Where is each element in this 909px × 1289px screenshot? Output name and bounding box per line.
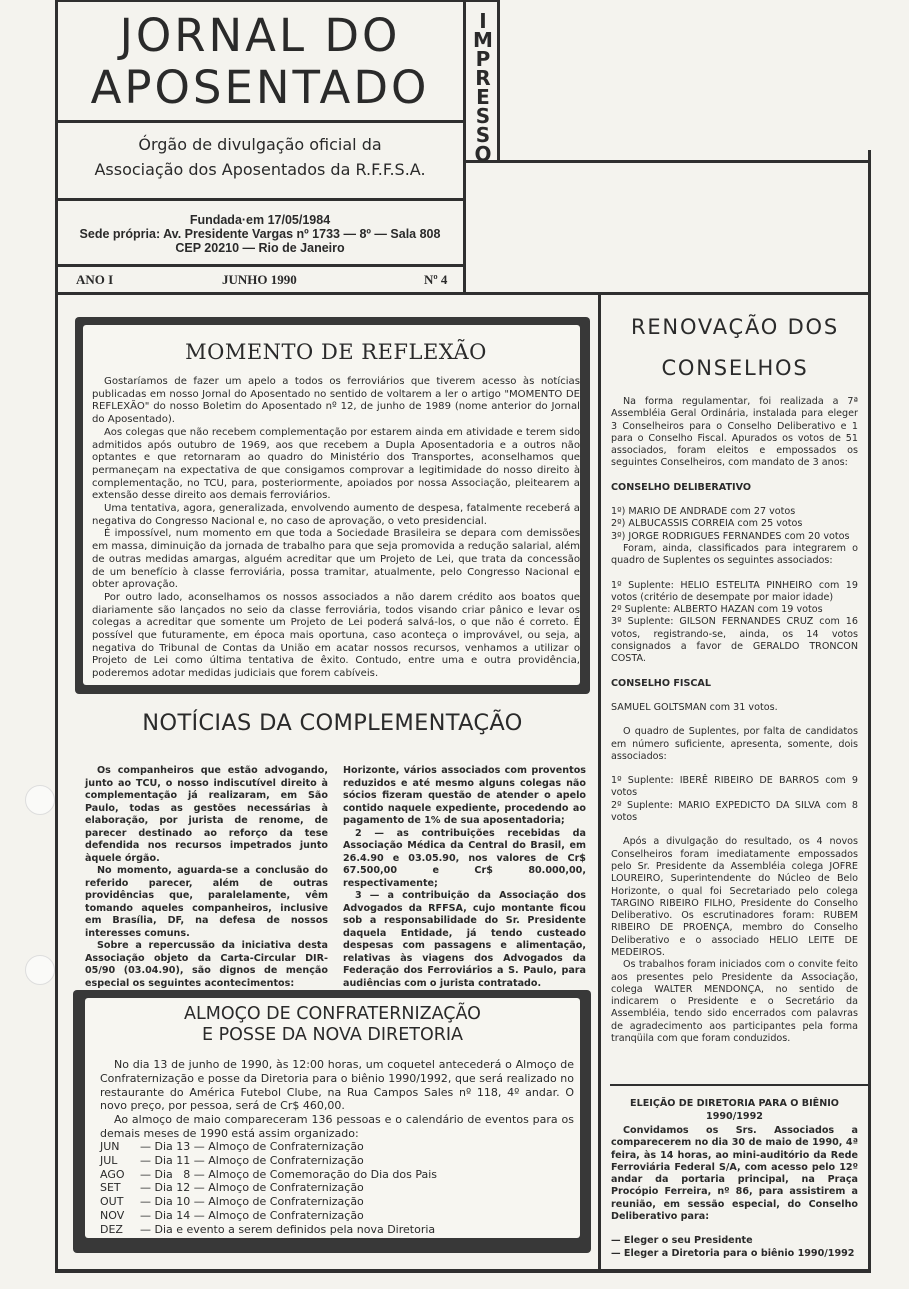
noticias-paragraph: Sobre a repercussão da iniciativa desta Associação objeto da Carta-Circular DIR-05/90 (03.04.90), são dignos de menção especial os seguintes acontecimentos: — [85, 940, 328, 989]
fiscal-eleito: SAMUEL GOLTSMAN com 31 votos. — [611, 701, 778, 713]
schedule-month: DEZ — [100, 1222, 123, 1236]
deliberativo-suplente: 3º Suplente: GILSON FERNANDES CRUZ com 16 votos, registrando-se, ainda, os 14 votos consignados a favor de GERALDO TRONCON COSTA. — [611, 616, 858, 665]
masthead-rule-2 — [55, 198, 465, 201]
momento-paragraph: Por outro lado, aconselhamos os nossos associados a não darem crédito aos boatos que diariamente são lançados no seio da classe ferroviária, todos visando criar pânico e levar os colegas a acreditar que somente um Projeto de Lei poderá salvá-los, o que não é correto. É possível que futuramente, em época mais oportuna, caso aconteça o improvável, ou seja, a negativa do Tribunal de Contas da União em acatar nossos recursos, venhamos a utilizar o Projeto de Lei como última tentativa de êxito. Contudo, entre uma e outra providência, poderemos adotar medidas judiciais que forem cabíveis. — [92, 591, 580, 680]
masthead-title — [60, 10, 460, 114]
renovacao-body — [611, 396, 858, 1045]
schedule-event: — Dia 12 — Almoço de Confraternização — [140, 1181, 364, 1195]
schedule-month: OUT — [100, 1195, 124, 1209]
momento-paragraph: Aos colegas que não recebem complementação por estarem ainda em atividade e terem sido admitidos após outubro de 1969, aos que recebem a Dupla Aposentadoria e a outros não optantes e que retornaram ao quadro do Ministério dos Transportes, aconselhamos que permaneçam na expectativa de que consigamos comprovar a legitimidade do nosso direito à complementação, no TCU, para, posteriormente, apoiados por nossa Associação, pleitearem a extensão desse direito aos demais ferroviários. — [92, 426, 580, 502]
masthead-title-line2: APOSENTADO — [90, 61, 430, 114]
address: Sede própria: Av. Presidente Vargas nº 1733 — 8º — Sala 808 — [79, 227, 441, 241]
impresso-letter: I — [479, 9, 487, 33]
eleicao-title-line2: 1990/1992 — [706, 1111, 763, 1122]
deliberativo-eleito: 3º) JORGE RODRIGUES FERNANDES com 20 votos — [611, 530, 850, 542]
impresso-letter: O — [474, 142, 492, 166]
punch-hole-bottom — [25, 955, 55, 985]
frame-left — [55, 0, 58, 1273]
renovacao-title-line2: CONSELHOS — [661, 356, 809, 380]
masthead-right-edge — [463, 0, 466, 295]
deliberativo-heading: CONSELHO DELIBERATIVO — [611, 481, 751, 493]
fiscal-suplente: 1º Suplente: IBERÊ RIBEIRO DE BARROS com 9 votos — [611, 775, 858, 799]
momento-paragraph: É impossível, num momento em que toda a Sociedade Brasileira se depara com demissões em massa, diminuição da jornada de trabalho para que seja promovida a redução salarial, além de outras medidas amargas, alguém acreditar que um Projeto de Lei, que trata da concessão de um benefício à classe ferroviária, possa tramitar, atualmente, pelo Congresso Nacional e obter aprovação. — [92, 528, 580, 591]
deliberativo-suplentes-intro: Foram, ainda, classificados para integrarem o quadro de Suplentes os seguintes associados: — [611, 542, 858, 567]
schedule-row — [100, 1168, 574, 1182]
impresso-letter: P — [475, 47, 491, 71]
schedule-row — [100, 1140, 574, 1154]
almoco-body — [100, 1058, 574, 1141]
renovacao-title-line1: RENOVAÇÃO DOS — [630, 315, 840, 339]
impresso-right-edge — [497, 0, 500, 163]
renovacao-intro: Na forma regulamentar, foi realizada a 7ª Assembléia Geral Ordinária, instalada para eleger 3 Conselheiros para o Conselho Deliberativo e 1 para o Conselho Fiscal. Apurados os votos de 51 associados, foram eleitos e empossados os seguintes Conselheiros, com mandato de 3 anos: — [611, 396, 858, 469]
noticias-paragraph: No momento, aguarda-se a conclusão do referido parecer, além de outras providências que, paralelamente, vêm tomando aqueles companheiros, inclusive em Brasília, DF, na defesa de nossos interesses comuns. — [85, 865, 328, 939]
schedule-month: JUN — [100, 1140, 120, 1153]
impresso-label — [470, 9, 496, 166]
impresso-letter: M — [473, 28, 493, 52]
founded-date: Fundada·em 17/05/1984 — [189, 213, 331, 227]
impresso-letter: E — [476, 85, 490, 109]
deliberativo-suplente: 2º Suplente: ALBERTO HAZAN com 19 votos — [611, 604, 823, 616]
eleicao-item: — Eleger o seu Presidente — [611, 1235, 753, 1247]
issue-year: ANO I — [76, 272, 114, 287]
frame-top — [55, 0, 500, 2]
noticias-paragraph: Os companheiros que estão advogando, junto ao TCU, o nosso indiscutível direito à complementação já realizaram, em São Paulo, todas as gestões necessárias à elaboração, por jurista de renome, de parecer destinado ao reforço da tese defendida nos recursos impetrados junto àquele órgão. — [85, 765, 328, 864]
schedule-event: — Dia e evento a serem definidos pela nova Diretoria — [140, 1222, 436, 1236]
almoco-paragraph: Ao almoço de maio compareceram 136 pessoas e o calendário de eventos para os demais meses de 1990 está assim organizado: — [100, 1113, 574, 1140]
schedule-event: — Dia 13 — Almoço de Confraternização — [140, 1140, 364, 1153]
noticias-column-2 — [343, 765, 586, 990]
schedule-row — [100, 1154, 574, 1168]
almoco-paragraph: No dia 13 de junho de 1990, às 12:00 horas, um coquetel antecederá o Almoço de Confraternização e posse da Diretoria para o biênio 1990/1992, que será realizado no restaurante do América Futebol Clube, na Rua Campos Sales nº 118, 4º andar. O novo preço, por pessoa, será de Cr$ 460,00. — [100, 1058, 574, 1113]
schedule-event: — Dia 11 — Almoço de Confraternização — [140, 1153, 364, 1167]
schedule-month: SET — [100, 1181, 121, 1195]
deliberativo-eleito: 2º) ALBUCASSIS CORREIA com 25 votos — [611, 518, 803, 530]
schedule-month: NOV — [100, 1208, 125, 1222]
frame-bottom — [55, 1269, 870, 1273]
masthead-rule-3 — [55, 264, 465, 267]
fiscal-heading: CONSELHO FISCAL — [611, 677, 711, 689]
eleicao-body — [611, 1125, 858, 1260]
eleicao-title-line1: ELEIÇÃO DE DIRETORIA PARA O BIÊNIO — [630, 1098, 839, 1109]
renovacao-closing: Os trabalhos foram iniciados com o convite feito aos presentes pelo Presidente da Associação, colega WALTER MENDONÇA, no sentido de indicarem o Presidente e o Secretário da Assembléia, tendo sido encerrados com palavras de agradecimento aos participantes pela forma tranqüila com que foram conduzidos. — [611, 959, 858, 1045]
impresso-letter: S — [475, 123, 491, 147]
impresso-bottom — [463, 160, 871, 163]
fiscal-suplentes-intro: O quadro de Suplentes, por falta de candidatos em número suficiente, apresenta, somente, dois associados: — [611, 726, 858, 762]
schedule-month: JUL — [100, 1153, 118, 1167]
renovacao-closing: Após a divulgação do resultado, os 4 novos Conselheiros foram imediatamente empossados pelo Sr. Presidente da Assembléia colega JOFRE LOUREIRO, Superintendente do Núcleo de Belo Horizonte, o qual foi Secretariado pelo colega TARGINO RIBEIRO FILHO, Presidente do Conselho Deliberativo. Os escrutinadores foram: RUBEM RIBEIRO DE PROENÇA, membro do Conselho Deliberativo e o associado HELIO LEITE DE MEDEIROS. — [611, 836, 858, 958]
noticias-column-1 — [85, 765, 328, 1003]
masthead-subtitle-line1: Órgão de divulgação oficial da — [138, 135, 382, 154]
cep: CEP 20210 — Rio de Janeiro — [175, 241, 345, 255]
schedule-event: — Dia 8 — Almoço de Comemoração do Dia dos Pais — [140, 1167, 437, 1181]
momento-paragraph: Uma tentativa, agora, generalizada, envolvendo aumento de despesa, fatalmente receberá a negativa do Congresso Nacional e, no caso de aprovação, o veto presidencial. — [92, 503, 580, 527]
masthead-rule-1 — [55, 120, 465, 123]
schedule-event: — Dia 10 — Almoço de Confraternização — [140, 1195, 364, 1209]
issue-number: Nº 4 — [424, 272, 448, 287]
noticias-paragraph: Horizonte, vários associados com proventos reduzidos e até mesmo alguns colegas não sócios fizeram questão de atender o apelo contido naquele expediente, procedendo ao pagamento de 1% de sua aposentadoria; — [343, 765, 586, 826]
eleicao-item: — Eleger a Diretoria para o biênio 1990/1992 — [611, 1247, 855, 1259]
impresso-letter: S — [475, 104, 491, 128]
schedule-row — [100, 1195, 574, 1209]
momento-body — [92, 376, 580, 681]
schedule-row — [100, 1181, 574, 1195]
masthead-subtitle-line2: Associação dos Aposentados da R.F.F.S.A. — [94, 160, 426, 179]
impresso-letter: R — [475, 66, 491, 90]
noticias-paragraph: 3 — a contribuição da Associação dos Advogados da RFFSA, cujo montante ficou sob a responsabilidade do Sr. Presidente daquela Entidade, já tendo custeado despesas com passagens e alimentação, relativas às viagens dos Advogados da Federação dos Ferroviários a S. Paulo, para audiências com o jurista contratado. — [343, 890, 586, 989]
column-divider — [598, 292, 601, 1272]
renovacao-title — [605, 312, 865, 384]
schedule-row — [100, 1223, 574, 1237]
masthead-info — [60, 213, 460, 255]
fiscal-suplente: 2º Suplente: MARIO EXPEDICTO DA SILVA com 8 votos — [611, 799, 858, 824]
eleicao-rule — [610, 1084, 868, 1086]
momento-paragraph: Gostaríamos de fazer um apelo a todos os ferroviários que tiverem acesso às notícias publicadas em nosso Jornal do Aposentado no sentido de voltarem a ler o artigo "MOMENTO DE REFLEXÃO" do nosso Boletim do Aposentado nº 12, de junho de 1989 (nome anterior do Jornal do Aposentado). — [92, 376, 580, 426]
masthead-subtitle — [60, 132, 460, 182]
deliberativo-eleito: 1º) MARIO DE ANDRADE com 27 votos — [611, 506, 796, 518]
schedule-row — [100, 1209, 574, 1223]
almoco-title-line1: ALMOÇO DE CONFRATERNIZAÇÃO — [184, 1004, 481, 1024]
momento-title: MOMENTO DE REFLEXÃO — [185, 340, 487, 364]
almoco-title — [85, 1004, 580, 1046]
issue-date: JUNHO 1990 — [222, 272, 297, 287]
almoco-title-line2: E POSSE DA NOVA DIRETORIA — [201, 1025, 464, 1045]
frame-right — [868, 150, 871, 1273]
eleicao-paragraph: Convidamos os Srs. Associados a comparecerem no dia 30 de maio de 1990, 4ª feira, às 14 horas, ao mini-auditório da Rede Ferroviária Federal S/A, com acesso pelo 12º andar da portaria principal, na Praça Procópio Ferreira, nº 86, para assistirem a reunião, em sessão especial, do Conselho Deliberativo para: — [611, 1125, 858, 1223]
schedule-event: — Dia 14 — Almoço de Confraternização — [140, 1208, 364, 1222]
noticias-title: NOTÍCIAS DA COMPLEMENTAÇÃO — [142, 710, 523, 736]
punch-hole-top — [25, 785, 55, 815]
deliberativo-suplente: 1º Suplente: HELIO ESTELITA PINHEIRO com 19 votos (critério de desempate por maior idade) — [611, 579, 858, 603]
schedule-month: AGO — [100, 1167, 125, 1181]
almoco-schedule — [100, 1140, 574, 1237]
masthead-title-line1: JORNAL DO — [119, 9, 401, 62]
noticias-paragraph: 2 — as contribuições recebidas da Associação Médica da Central do Brasil, em 26.4.90 e 03.05.90, nos valores de Cr$ 67.500,00 e Cr$ 80.000,00, respectivamente; — [343, 827, 586, 889]
eleicao-title — [611, 1097, 858, 1123]
